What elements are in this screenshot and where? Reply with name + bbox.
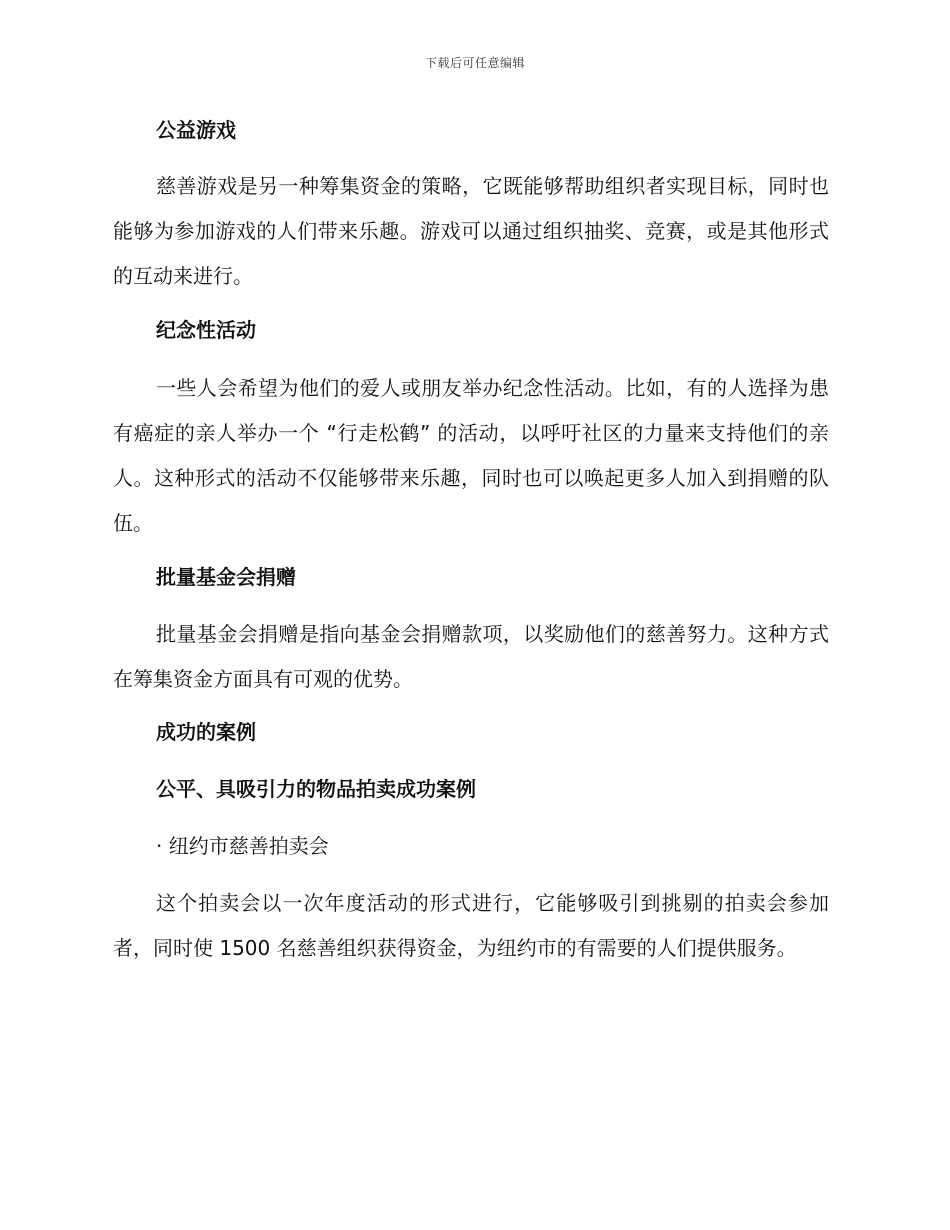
heading-foundation: 批量基金会捐赠 xyxy=(156,565,296,589)
paragraph-memorial: 一些人会希望为他们的爱人或朋友举办纪念性活动。比如，有的人选择为患有癌症的亲人举办一个 “行走松鹤” 的活动，以呼吁社区的力量来支持他们的亲人。这种形式的活动不仅能够带来乐趣，同时也可以唤起更多人加入到捐赠的队伍。 xyxy=(113,376,829,535)
heading-memorial: 纪念性活动 xyxy=(156,318,256,342)
paragraph-auction: 这个拍卖会以一次年度活动的形式进行，它能够吸引到挑剔的拍卖会参加者，同时使 1500 名慈善组织获得资金，为纽约市的有需要的人们提供服务。 xyxy=(113,891,829,960)
heading-success-cases: 成功的案例 xyxy=(156,720,256,744)
document-content xyxy=(113,113,829,971)
paragraph-foundation: 批量基金会捐赠是指向基金会捐赠款项，以奖励他们的慈善努力。这种方式在筹集资金方面具有可观的优势。 xyxy=(113,622,829,691)
heading-charity-games: 公益游戏 xyxy=(156,118,236,142)
paragraph-charity-games: 慈善游戏是另一种筹集资金的策略，它既能够帮助组织者实现目标，同时也能够为参加游戏的人们带来乐趣。游戏可以通过组织抽奖、竞赛，或是其他形式的互动来进行。 xyxy=(113,174,829,288)
page-header: 下载后可任意编辑 xyxy=(424,56,525,70)
list-item-nyc-auction: · 纽约市慈善拍卖会 xyxy=(156,834,329,858)
heading-auction-case: 公平、具吸引力的物品拍卖成功案例 xyxy=(156,777,476,801)
